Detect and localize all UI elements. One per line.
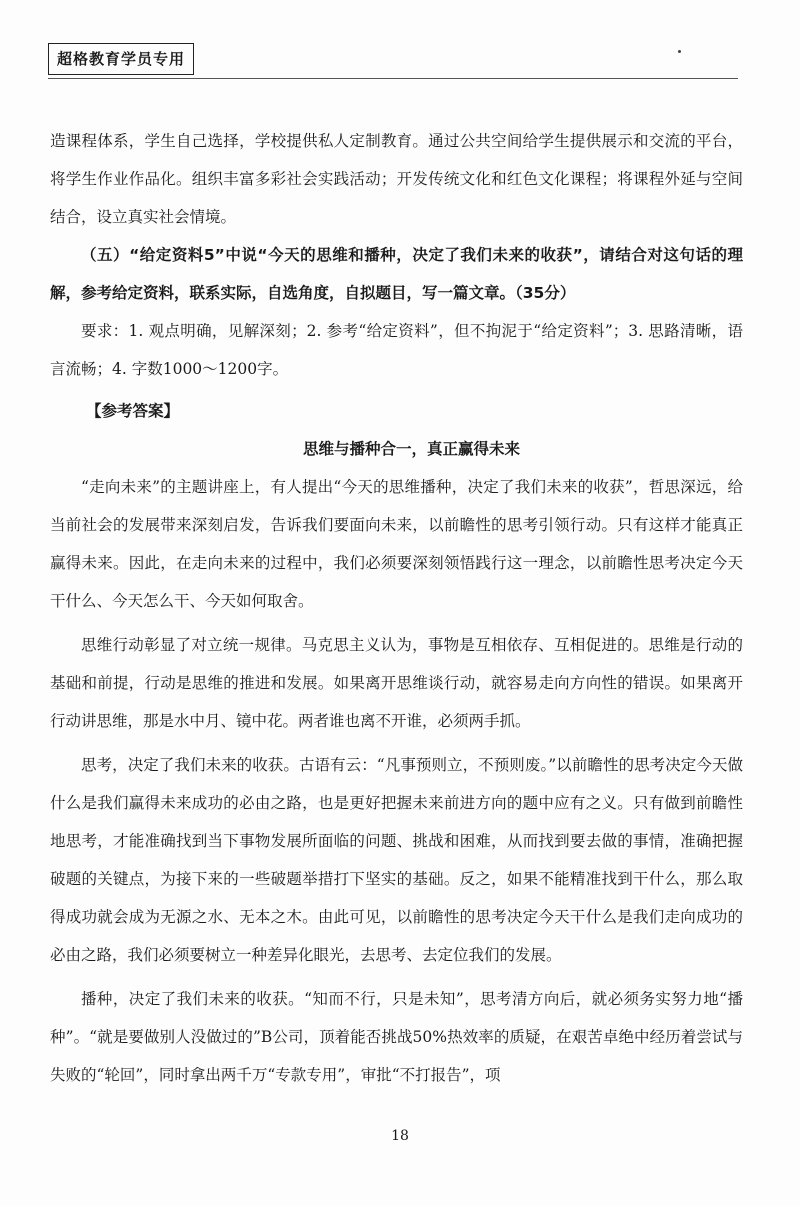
answer-label: 【参考答案】 — [86, 402, 180, 420]
question-text: （五）“给定资料5”中说“今天的思维和播种，决定了我们未来的收获”，请结合对这句话的理解，参考给定资料，联系实际，自选角度，自拟题目，写一篇文章。（35分） — [50, 246, 743, 302]
scan-speck — [678, 50, 681, 53]
intro-paragraph: 造课程体系，学生自己选择，学校提供私人定制教育。通过公共空间给学生提供展示和交流的平台，将学生作业作品化。组织丰富多彩社会实践活动；开发传统文化和红色文化课程；将课程外延与空间结合，设立真实社会情境。 — [50, 132, 743, 226]
essay-paragraph-1: “走向未来”的主题讲座上，有人提出“今天的思维播种，决定了我们未来的收获”，哲思深远，给当前社会的发展带来深刻启发，告诉我们要面向未来，以前瞻性的思考引领行动。只有这样才能真正赢得未来。因此，在走向未来的过程中，我们必须要深刻领悟践行这一理念，以前瞻性思考决定今天干什么、今天怎么干、今天如何取舍。 — [50, 478, 743, 610]
essay-title: 思维与播种合一，真正赢得未来 — [302, 440, 520, 458]
header-label: 超格教育学员专用 — [48, 43, 194, 75]
essay-paragraph-2: 思维行动彰显了对立统一规律。马克思主义认为，事物是互相依存、互相促进的。思维是行动的基础和前提，行动是思维的推进和发展。如果离开思维谈行动，就容易走向方向性的错误。如果离开行动讲思维，那是水中月、镜中花。两者谁也离不开谁，必须两手抓。 — [50, 636, 743, 730]
page-number: 18 — [391, 1128, 409, 1144]
question-requirements: 要求：1. 观点明确，见解深刻；2. 参考“给定资料”，但不拘泥于“给定资料”；3. 思路清晰，语言流畅；4. 字数1000～1200字。 — [50, 322, 743, 378]
header-divider — [48, 78, 738, 79]
essay-paragraph-3: 思考，决定了我们未来的收获。古语有云：“凡事预则立，不预则废。”以前瞻性的思考决定今天做什么是我们赢得未来成功的必由之路，也是更好把握未来前进方向的题中应有之义。只有做到前瞻性地思考，才能准确找到当下事物发展所面临的问题、挑战和困难，从而找到要去做的事情，准确把握破题的关键点，为接下来的一些破题举措打下坚实的基础。反之，如果不能精准找到干什么，那么取得成功就会成为无源之水、无本之木。由此可见，以前瞻性的思考决定今天干什么是我们走向成功的必由之路，我们必须要树立一种差异化眼光，去思考、去定位我们的发展。 — [50, 756, 743, 964]
page-content — [50, 122, 743, 1094]
essay-paragraph-4: 播种，决定了我们未来的收获。“知而不行，只是未知”，思考清方向后，就必须务实努力地“播种”。“就是要做别人没做过的”B公司，顶着能否挑战50%热效率的质疑，在艰苦卓绝中经历着尝试与失败的“轮回”，同时拿出两千万“专款专用”，审批“不打报告”，项 — [50, 990, 743, 1084]
